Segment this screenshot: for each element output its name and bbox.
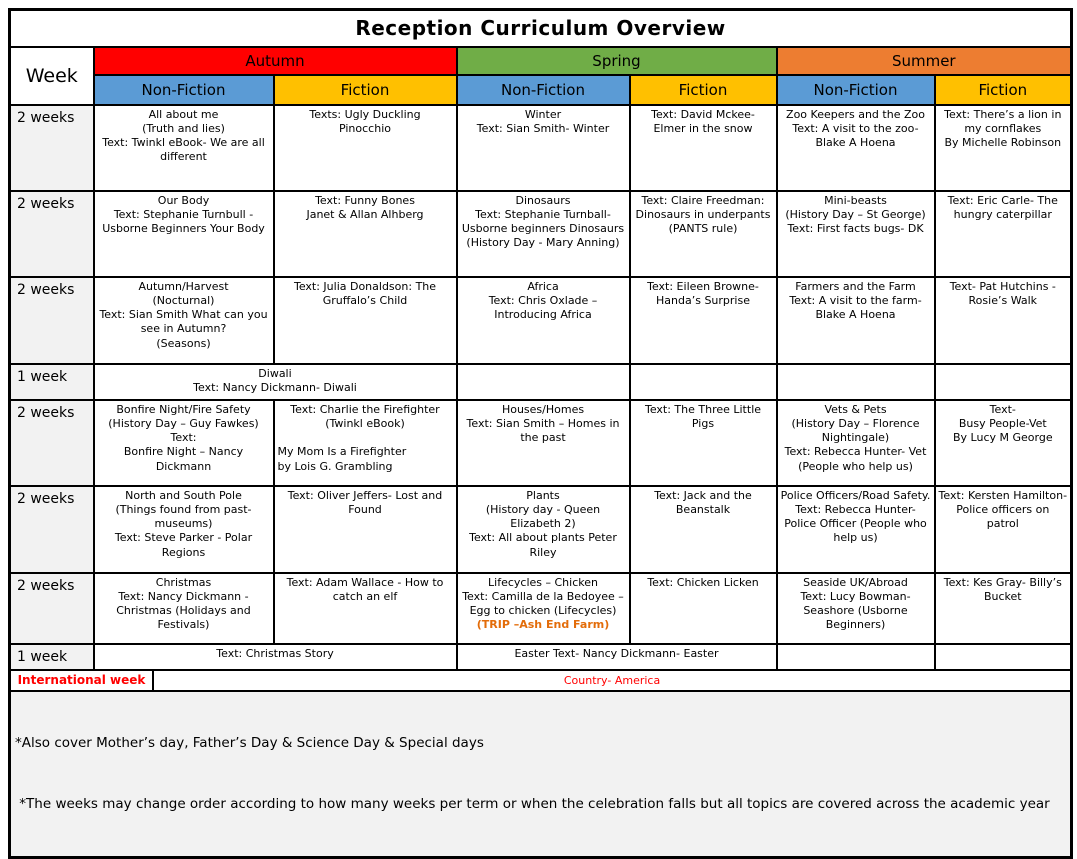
topic-line: (History day - Queen Elizabeth 2): [485, 502, 601, 531]
topic-line: Mini-beasts: [824, 193, 887, 207]
topic-cell: [94, 364, 457, 400]
topic-line: Text:: [170, 431, 197, 445]
topic-line: Text: First facts bugs- DK: [787, 222, 924, 236]
topic-line: Text: Julia Donaldson: The Gruffalo’s Child: [293, 279, 437, 307]
topic-line: Text: Charlie the Firefighter (Twinkl eBook): [290, 402, 440, 430]
topic-line: Busy People-Vet: [958, 416, 1047, 430]
spring-non-fiction-header: Non-Fiction: [457, 75, 630, 105]
topic-line: Bonfire Night – Nancy Dickmann: [123, 445, 244, 473]
topic-line: Text: Chris Oxlade – Introducing Africa: [488, 293, 598, 322]
week-cell: 2 weeks: [10, 105, 94, 191]
topic-line: All about me: [148, 107, 219, 121]
topic-line: Text: Nancy Dickmann - Christmas (Holidays and Festivals): [116, 589, 251, 632]
week-cell: 1 week: [10, 364, 94, 400]
curriculum-row: [10, 573, 1072, 644]
topic-cell: [935, 191, 1072, 277]
curriculum-row: [10, 644, 1072, 670]
topic-line: Farmers and the Farm: [795, 279, 916, 293]
topic-cell: [457, 191, 630, 277]
topic-line: Pinocchio: [338, 121, 391, 135]
topic-line: Text: Nancy Dickmann- Diwali: [193, 380, 357, 394]
topic-cell: [274, 191, 457, 277]
topic-line: Seaside UK/Abroad: [803, 575, 908, 589]
topic-line: Text: Rebecca Hunter- Police Officer (People who help us): [784, 502, 927, 545]
topic-cell: [94, 105, 274, 191]
week-cell: 2 weeks: [10, 573, 94, 644]
week-cell: 2 weeks: [10, 486, 94, 573]
topic-cell: [274, 400, 457, 486]
topic-line: (TRIP –Ash End Farm): [476, 618, 610, 632]
curriculum-row: [10, 105, 1072, 191]
topic-line: By Michelle Robinson: [944, 136, 1062, 150]
topic-cell: [935, 400, 1072, 486]
week-cell: 1 week: [10, 644, 94, 670]
topic-cell: [457, 277, 630, 364]
topic-line: Text: David Mckee- Elmer in the snow: [651, 107, 755, 135]
topic-line: by Lois G. Grambling: [277, 459, 393, 473]
season-header-row: [10, 47, 1072, 75]
curriculum-row: [10, 364, 1072, 400]
summer-fiction-header: Fiction: [935, 75, 1072, 105]
topic-cell: [777, 486, 935, 573]
international-week-country: Country- America: [563, 673, 661, 687]
topic-cell: [777, 364, 935, 400]
curriculum-row: [10, 277, 1072, 364]
topic-cell: [457, 105, 630, 191]
topic-line: Our Body: [157, 193, 210, 207]
topic-line: Text: Adam Wallace - How to catch an elf: [286, 575, 444, 603]
topic-line: (Nocturnal): [152, 293, 215, 307]
topic-cell: [630, 486, 777, 573]
topic-line: Text: Steve Parker - Polar Regions: [114, 531, 253, 559]
topic-cell: [457, 486, 630, 573]
topic-cell: [777, 644, 935, 670]
subheader-row: [10, 75, 1072, 105]
topic-cell: [94, 644, 457, 670]
topic-line: Text-: [989, 402, 1016, 416]
topic-line: Text: The Three Little Pigs: [644, 402, 762, 430]
topic-line: Text- Pat Hutchins - Rosie’s Walk: [949, 279, 1056, 307]
topic-line: Text: Eric Carle- The hungry caterpillar: [947, 193, 1058, 221]
summer-non-fiction-header: Non-Fiction: [777, 75, 935, 105]
page-title: Reception Curriculum Overview: [10, 10, 1072, 47]
topic-cell: [777, 191, 935, 277]
topic-line: Text: Oliver Jeffers- Lost and Found: [287, 488, 443, 516]
footnotes-cell: [10, 691, 1072, 858]
topic-line: Text: A visit to the farm- Blake A Hoena: [789, 293, 922, 322]
topic-line: Vets & Pets: [824, 402, 887, 416]
topic-cell: [935, 277, 1072, 364]
week-column-header: Week: [10, 47, 94, 105]
topic-line: Text: Twinkl eBook- We are all different: [102, 136, 265, 164]
topic-line: Text: All about plants Peter Riley: [469, 531, 617, 559]
topic-line: Text: Stephanie Turnball- Usborne beginners Dinosaurs: [461, 207, 625, 236]
topic-line: Police Officers/Road Safety.: [780, 488, 931, 502]
topic-cell: [94, 191, 274, 277]
topic-cell: [274, 105, 457, 191]
week-cell: 2 weeks: [10, 400, 94, 486]
autumn-fiction-header: Fiction: [274, 75, 457, 105]
topic-cell: [94, 573, 274, 644]
week-cell: 2 weeks: [10, 277, 94, 364]
topic-cell: [630, 105, 777, 191]
topic-line: Text: Stephanie Turnbull - Usborne Beginners Your Body: [102, 207, 265, 236]
topic-line: (Truth and lies): [142, 121, 225, 135]
week-cell: 2 weeks: [10, 191, 94, 277]
topic-cell: [274, 486, 457, 573]
curriculum-row: [10, 400, 1072, 486]
topic-cell: [630, 573, 777, 644]
curriculum-row: [10, 486, 1072, 573]
topic-line: Christmas: [155, 575, 212, 589]
topic-cell: [94, 486, 274, 573]
topic-cell: [935, 105, 1072, 191]
topic-line: Text: Kersten Hamilton-Police officers on patrol: [938, 488, 1068, 531]
topic-line: Text: Rebecca Hunter- Vet (People who help us): [784, 445, 927, 473]
international-week-row: [10, 670, 1072, 691]
topic-line: Plants: [526, 488, 560, 502]
topic-cell: [777, 400, 935, 486]
topic-line: Africa: [527, 279, 559, 293]
season-header-autumn: Autumn: [94, 47, 457, 75]
topic-cell: [935, 573, 1072, 644]
topic-line: Diwali: [258, 366, 292, 380]
topic-line: (History Day – Guy Fawkes): [108, 416, 259, 430]
topic-cell: [274, 277, 457, 364]
topic-line: Dinosaurs: [515, 193, 571, 207]
topic-line: (Seasons): [156, 336, 211, 350]
international-week-label: International week: [11, 671, 154, 690]
topic-line: North and South Pole: [125, 488, 242, 502]
international-week-band: [10, 670, 1072, 691]
topic-line: Text: A visit to the zoo- Blake A Hoena: [792, 121, 919, 150]
topic-cell: [457, 364, 630, 400]
footnote-2: *The weeks may change order according to how many weeks per term or when the celebration falls but all topics are covered across the academic year: [15, 795, 1050, 812]
topic-cell: [630, 277, 777, 364]
footnote-1: *Also cover Mother’s day, Father’s Day & Science Day & Special days: [15, 735, 484, 751]
topic-line: Bonfire Night/Fire Safety: [116, 402, 251, 416]
topic-line: Janet & Allan Alhberg: [306, 207, 424, 221]
topic-cell: [777, 277, 935, 364]
topic-cell: [630, 400, 777, 486]
topic-line: Lifecycles – Chicken: [488, 575, 598, 589]
topic-cell: [935, 486, 1072, 573]
topic-line: Winter: [524, 107, 562, 121]
topic-cell: [777, 105, 935, 191]
topic-cell: [935, 364, 1072, 400]
topic-cell: [94, 277, 274, 364]
topic-cell: [457, 400, 630, 486]
topic-line: (History Day – Florence Nightingale): [791, 416, 920, 445]
topic-cell: [457, 573, 630, 644]
title-row: [10, 10, 1072, 47]
topic-line: Text: Funny Bones: [315, 193, 415, 207]
topic-line: Text: Sian Smith – Homes in the past: [466, 416, 620, 445]
topic-line: Text: Lucy Bowman- Seashore (Usborne Beginners): [800, 589, 911, 632]
topic-cell: [630, 191, 777, 277]
topic-cell: [94, 400, 274, 486]
topic-line: Houses/Homes: [501, 402, 585, 416]
topic-line: Autumn/Harvest: [138, 279, 229, 293]
topic-line: Text: Camilla de la Bedoyee – Egg to chicken (Lifecycles): [462, 589, 624, 618]
topic-line: (Things found from past- museums): [115, 502, 252, 531]
topic-line: Text: Chicken Licken: [647, 575, 759, 589]
topic-line: Text: Sian Smith- Winter: [476, 121, 610, 135]
topic-line: By Lucy M George: [952, 431, 1053, 445]
topic-line: Text: Eileen Browne- Handa’s Surprise: [647, 279, 759, 307]
topic-line: Easter Text- Nancy Dickmann- Easter: [514, 646, 719, 660]
topic-line: My Mom Is a Firefighter: [277, 445, 407, 459]
curriculum-table: [8, 8, 1073, 859]
topic-line: Text: Kes Gray- Billy’s Bucket: [943, 575, 1062, 603]
season-header-summer: Summer: [777, 47, 1072, 75]
curriculum-row: [10, 191, 1072, 277]
topic-cell: [457, 644, 777, 670]
topic-line: (PANTS rule): [668, 222, 738, 236]
topic-cell: [274, 573, 457, 644]
topic-line: Text: Jack and the Beanstalk: [654, 488, 752, 516]
topic-line: (History Day - Mary Anning): [466, 236, 620, 250]
topic-cell: [935, 644, 1072, 670]
topic-line: Text: There’s a lion in my cornflakes: [944, 107, 1062, 135]
topic-cell: [777, 573, 935, 644]
autumn-non-fiction-header: Non-Fiction: [94, 75, 274, 105]
topic-line: [278, 431, 453, 445]
spring-fiction-header: Fiction: [630, 75, 777, 105]
topic-line: Zoo Keepers and the Zoo: [786, 107, 925, 121]
topic-line: Text: Sian Smith What can you see in Autumn?: [99, 308, 268, 336]
curriculum-body: [10, 105, 1072, 670]
topic-line: Text: Christmas Story: [216, 646, 334, 660]
topic-cell: [630, 364, 777, 400]
season-header-spring: Spring: [457, 47, 777, 75]
topic-line: Text: Claire Freedman: Dinosaurs in underpants: [635, 193, 771, 221]
topic-line: (History Day – St George): [785, 207, 926, 221]
footnotes-row: [10, 691, 1072, 858]
topic-line: Texts: Ugly Duckling: [309, 107, 421, 121]
